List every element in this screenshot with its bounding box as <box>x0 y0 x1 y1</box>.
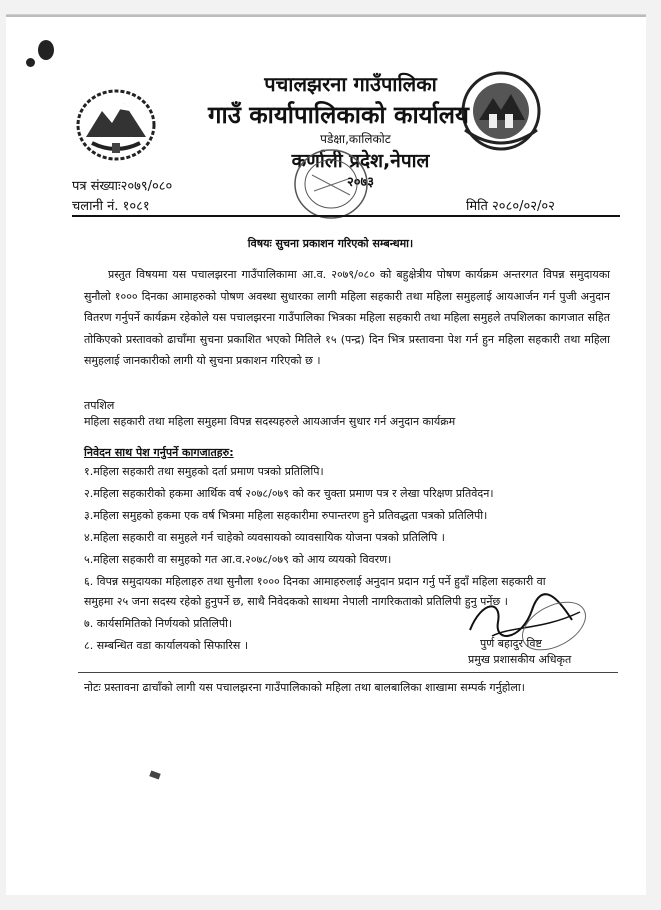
document-item: ३.महिला समुहको हकमा एक वर्ष भित्रमा महिला सहकारीमा रुपान्तरण हुने प्रतिवद्धता पत्रको प्रतिलिपी। <box>84 509 488 522</box>
header-divider <box>72 215 620 217</box>
document-item: २.महिला सहकारीको हकमा आर्थिक वर्ष २०७८/०७९ को कर चुक्ता प्रमाण पत्र र लेखा परिक्षण प्रतिवेदन। <box>84 487 494 500</box>
details-text: महिला सहकारी तथा महिला समुहमा विपन्न सदस्यहरुले आयआर्जन सुधार गर्न अनुदान कार्यक्रम <box>84 415 456 428</box>
document-item: १.महिला सहकारी तथा समुहको दर्ता प्रमाण पत्रको प्रतिलिपि। <box>84 465 324 478</box>
dispatch-number: चलानी नं. १०८१ <box>72 199 150 214</box>
page-edge <box>6 15 646 17</box>
letter-number: पत्र संख्याः२०७९/०८० <box>72 179 173 194</box>
established-year: २०७३ <box>346 175 375 190</box>
details-heading: तपशिल <box>84 399 115 412</box>
ink-blot <box>26 58 35 67</box>
document-item: ८. सम्बन्धित वडा कार्यालयको सिफारिस । <box>84 639 249 652</box>
note-divider <box>78 672 618 673</box>
required-documents-heading: निवेदन साथ पेश गर्नुपर्ने कागजातहरु: <box>84 446 234 459</box>
document-item: ७. कार्यसमितिको निर्णयको प्रतिलिपी। <box>84 617 233 630</box>
document-item: ६. विपन्न समुदायका महिलाहरु तथा सुनौला १००० दिनका आमाहरुलाई अनुदान प्रदान गर्नु पर्ने हुदाँ महिला सहकारी वा समुहमा २५ जना सदस्य रहेको हुनुपर्ने छ, साथै निवेदकको साथमा नेपाली नागरिकताको प्रतिलिपी हुनु पर्नेछ । <box>84 575 546 608</box>
office-stamp-icon <box>290 145 372 223</box>
signer-role: प्रमुख प्रशासकीय अधिकृत <box>468 653 572 666</box>
document-item: ४.महिला सहकारी वा समुहले गर्न चाहेको व्यवसायको व्यावसायिक योजना पत्रको प्रतिलिपि । <box>84 531 445 544</box>
letter-subject: विषयः सुचना प्रकाशन गरिएको सम्बन्धमा। <box>247 237 414 250</box>
letter-date: मिति २०८०/०२/०२ <box>466 199 555 214</box>
province-name: कर्णाली प्रदेश,नेपाल <box>291 150 430 172</box>
office-title: गाउँ कार्यापालिकाको कार्यालय <box>208 101 469 129</box>
footer-note: नोटः प्रस्तावना ढाचाँको लागी यस पचालझरना गाउँपालिकाको महिला तथा बालबालिका शाखामा सम्पर्क गर्नुहोला। <box>84 681 525 694</box>
office-address: पडेक्षा,कालिकोट <box>320 132 391 146</box>
notice-body: प्रस्तुत विषयमा यस पचालझरना गाउँपालिकामा आ.व. २०७९/०८० को बहुक्षेत्रीय पोषण कार्यक्रम अन्तरगत विपन्न समुदायका सुनौलो १००० दिनका आमाहरुको पोषण अवस्था सुधारका लागी महिला सहकारी तथा महिला समुहलाई आयआर्जन गर्न पुजी अनुदान वितरण गर्नुपर्ने कार्यक्रम रहेकोले यस पचालझरना गाउँपालिका भित्रका महिला सहकारी तथा महिला समुहले तपशिलका कागजात सहित तोकिएको प्रस्तावको ढाचाँमा सुचना प्रकाशित भएको मितिले १५ (पन्द्र) दिन भित्र प्रस्तावना पेश गर्न हुन महिला सहकारी तथा महिला समुहलाई जानकारीको लागी यो सुचना प्रकाशन गरिएको छ । <box>84 268 610 367</box>
document-item: ५.महिला सहकारी वा समुहको गत आ.व.२०७८/०७९ को आय व्ययको विवरण। <box>84 553 392 566</box>
ink-blot <box>38 40 54 60</box>
municipality-name: पचालझरना गाउँपालिका <box>264 72 437 96</box>
signer-name: पुर्ण बहादुर विष्ट <box>480 637 542 650</box>
